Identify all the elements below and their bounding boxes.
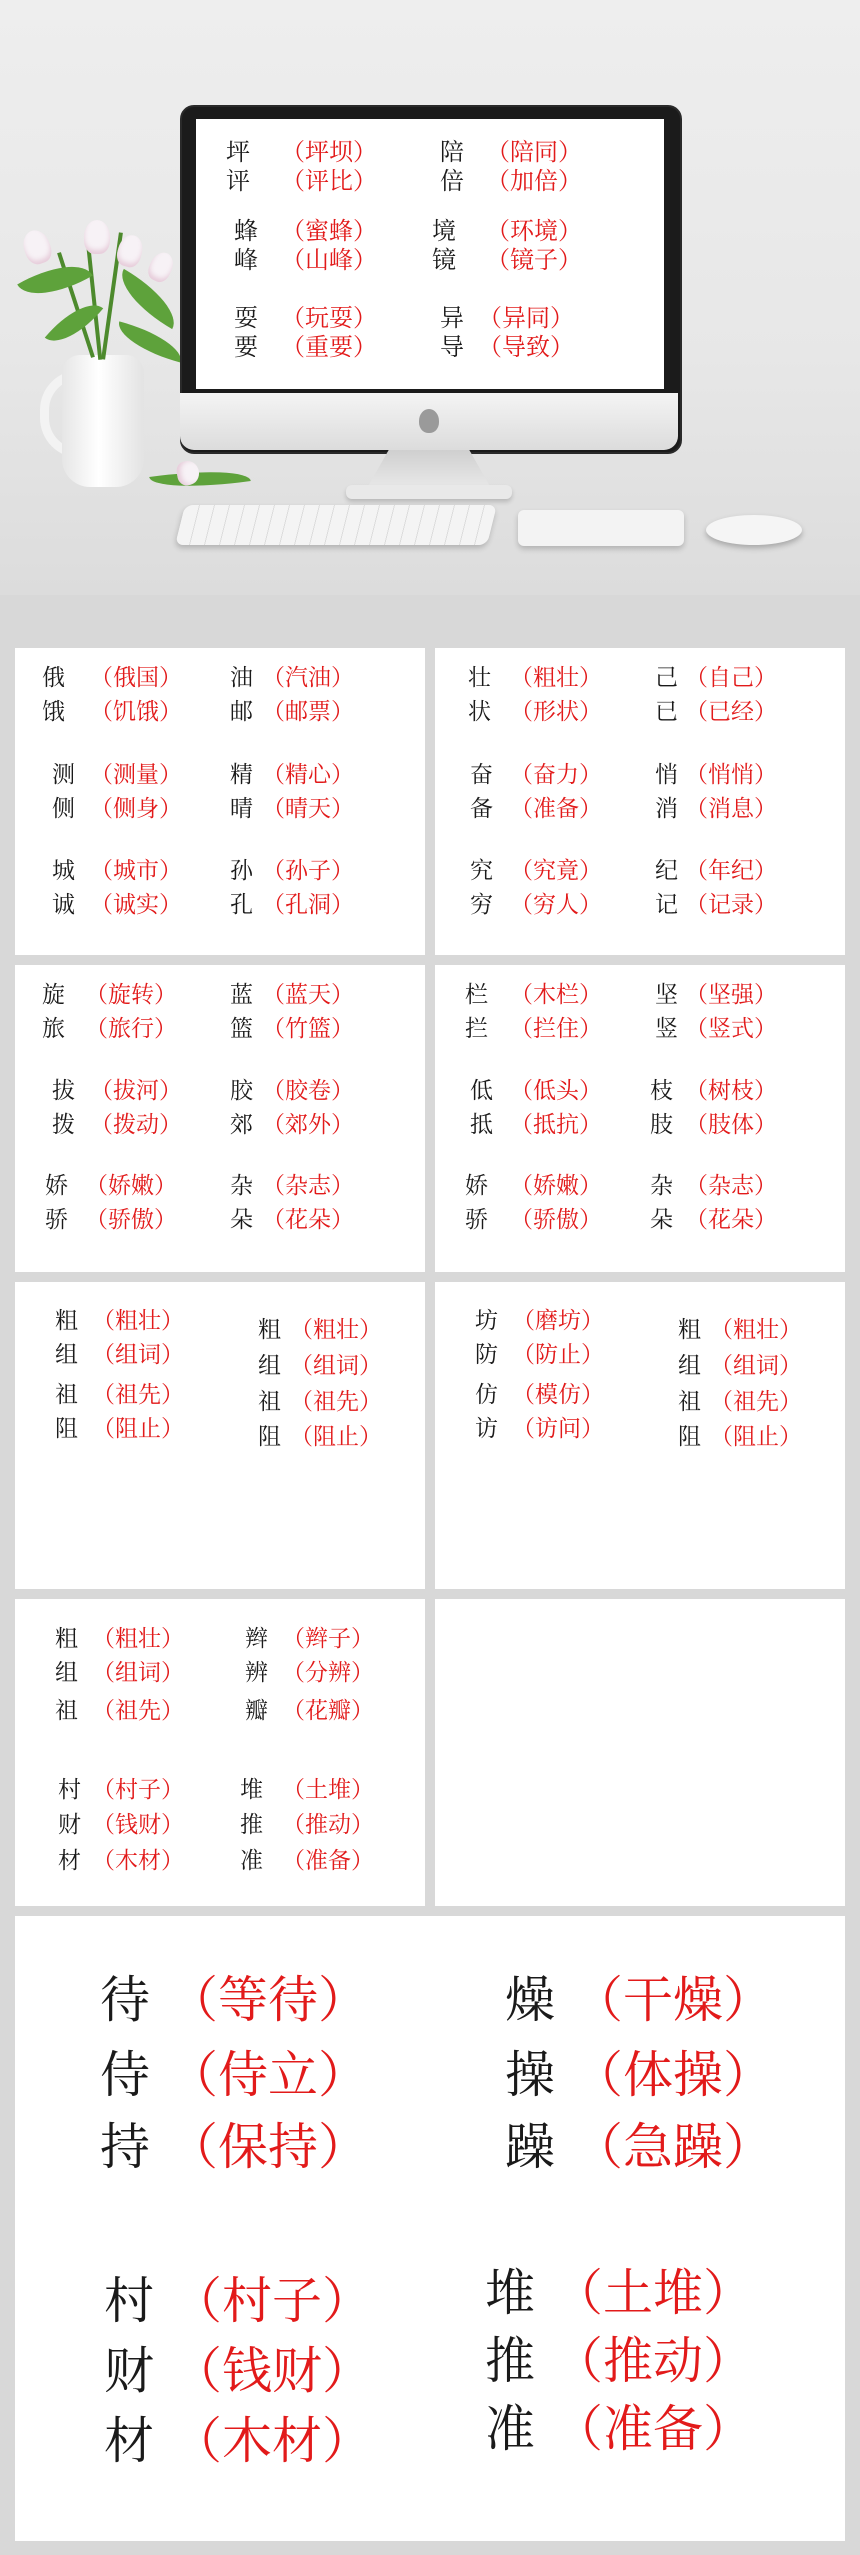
panel-3-word: （郊外） <box>262 1112 354 1138</box>
panel-7-word: （准备） <box>282 1848 374 1874</box>
screen-word: （镜子） <box>486 246 582 274</box>
screen-word: （评比） <box>281 167 377 195</box>
big-panel-char: 侍 <box>100 2046 150 2104</box>
leaf <box>110 269 186 329</box>
panel-2-char: 记 <box>655 892 678 918</box>
panel-4-word: （肢体） <box>685 1112 777 1138</box>
panel-3-word: （娇嫩） <box>85 1173 177 1199</box>
panel-7-word: （推动） <box>282 1812 374 1838</box>
panel-6-char: 访 <box>475 1416 498 1442</box>
panel-4 <box>435 965 845 1272</box>
panel-4-char: 杂 <box>650 1173 673 1199</box>
panel-3-char: 旅 <box>42 1016 65 1042</box>
panel-7-char: 堆 <box>240 1777 263 1803</box>
screen-char: 镜 <box>432 246 456 274</box>
panel-5-word: （阻止） <box>92 1416 184 1442</box>
big-panel-word: （土堆） <box>553 2264 753 2322</box>
panel-3-word: （胶卷） <box>262 1078 354 1104</box>
panel-3-word: （拨动） <box>90 1112 182 1138</box>
panel-6-char: 阻 <box>678 1424 701 1450</box>
screen-word: （山峰） <box>281 246 377 274</box>
tulip <box>19 227 55 268</box>
panel-4-char: 朵 <box>650 1207 673 1233</box>
panel-1-char: 邮 <box>230 699 253 725</box>
panel-5-word: （祖先） <box>92 1382 184 1408</box>
panel-2-word: （究竟） <box>510 858 602 884</box>
panel-7-char: 辨 <box>245 1660 268 1686</box>
big-panel-char: 材 <box>104 2412 154 2470</box>
panel-6-char: 粗 <box>678 1317 701 1343</box>
panel-3-char: 朵 <box>230 1207 253 1233</box>
panel-7-word: （祖先） <box>92 1698 184 1724</box>
tulip <box>145 249 178 285</box>
panel-4-word: （拦住） <box>510 1016 602 1042</box>
panel-1-char: 晴 <box>230 796 253 822</box>
panel-2-word: （准备） <box>510 796 602 822</box>
panel-6-word: （磨坊） <box>512 1308 604 1334</box>
screen-word: （异同） <box>478 304 574 332</box>
panel-1-char: 孔 <box>230 892 253 918</box>
big-panel-word: （等待） <box>168 1971 368 2029</box>
big-panel-word: （准备） <box>553 2400 753 2458</box>
panel-7-char: 财 <box>58 1812 81 1838</box>
panel-4-char: 拦 <box>465 1016 488 1042</box>
mouse <box>706 515 802 545</box>
screen-word: （导致） <box>478 333 574 361</box>
panel-1-char: 测 <box>52 762 75 788</box>
panel-4-word: （树枝） <box>685 1078 777 1104</box>
keyboard <box>175 505 497 545</box>
screen-char: 坪 <box>226 138 250 166</box>
screen-word: （陪同） <box>486 138 582 166</box>
apple-logo-icon <box>419 409 439 433</box>
panel-3-word: （竹篮） <box>262 1016 354 1042</box>
panel-4-char: 抵 <box>470 1112 493 1138</box>
panel-6-word: （阻止） <box>710 1424 802 1450</box>
panel-4-word: （花朵） <box>685 1207 777 1233</box>
panel-4-word: （木栏） <box>510 982 602 1008</box>
screen-char: 评 <box>226 167 250 195</box>
panel-7-char: 粗 <box>55 1626 78 1652</box>
panel-1-word: （饥饿） <box>90 699 182 725</box>
panel-empty <box>435 1599 845 1906</box>
screen-char: 陪 <box>440 138 464 166</box>
screen-char: 耍 <box>234 304 258 332</box>
panel-4-char: 坚 <box>655 982 678 1008</box>
screen-char: 峰 <box>234 246 258 274</box>
panel-2 <box>435 648 845 955</box>
panel-5-word: （粗壮） <box>290 1317 382 1343</box>
screen-word: （蜜蜂） <box>281 217 377 245</box>
panel-6-word: （祖先） <box>710 1389 802 1415</box>
panel-2-char: 穷 <box>470 892 493 918</box>
screen-word: （坪坝） <box>281 138 377 166</box>
panel-1-word: （汽油） <box>262 665 354 691</box>
panel-2-word: （已经） <box>685 699 777 725</box>
tulip <box>84 220 110 254</box>
panel-4-word: （抵抗） <box>510 1112 602 1138</box>
screen-char: 异 <box>440 304 464 332</box>
panel-3-word: （花朵） <box>262 1207 354 1233</box>
panel-3-word: （骄傲） <box>85 1207 177 1233</box>
panel-1-char: 精 <box>230 762 253 788</box>
panel-7-word: （钱财） <box>92 1812 184 1838</box>
panel-4-word: （低头） <box>510 1078 602 1104</box>
panel-4-char: 肢 <box>650 1112 673 1138</box>
panel-5-word: （祖先） <box>290 1389 382 1415</box>
panel-1-char: 诚 <box>52 892 75 918</box>
panel-7-char: 祖 <box>55 1698 78 1724</box>
panel-1-word: （诚实） <box>90 892 182 918</box>
panel-4-char: 娇 <box>465 1173 488 1199</box>
screen-char: 蜂 <box>234 217 258 245</box>
panel-2-char: 已 <box>655 699 678 725</box>
panel-7-word: （木材） <box>92 1848 184 1874</box>
panel-2-word: （穷人） <box>510 892 602 918</box>
panel-2-char: 究 <box>470 858 493 884</box>
panel-1-char: 城 <box>52 858 75 884</box>
panel-3-char: 蓝 <box>230 982 253 1008</box>
panel-2-char: 壮 <box>468 665 491 691</box>
panel-3-char: 拔 <box>52 1078 75 1104</box>
panel-3-word: （旋转） <box>85 982 177 1008</box>
panel-3-char: 杂 <box>230 1173 253 1199</box>
panel-1 <box>15 648 425 955</box>
panel-2-word: （悄悄） <box>685 762 777 788</box>
panel-2-word: （消息） <box>685 796 777 822</box>
panel-3-word: （拔河） <box>90 1078 182 1104</box>
panel-2-char: 己 <box>655 665 678 691</box>
panel-5-word: （阻止） <box>290 1424 382 1450</box>
panel-1-char: 孙 <box>230 858 253 884</box>
panel-3-char: 郊 <box>230 1112 253 1138</box>
big-panel-word: （钱财） <box>172 2342 372 2400</box>
big-panel-char: 推 <box>485 2332 535 2390</box>
panel-2-word: （奋力） <box>510 762 602 788</box>
panel-2-word: （形状） <box>510 699 602 725</box>
panel-4-char: 低 <box>470 1078 493 1104</box>
big-panel-word: （侍立） <box>168 2046 368 2104</box>
panel-6-word: （防止） <box>512 1342 604 1368</box>
panel-4-word: （坚强） <box>685 982 777 1008</box>
panel-2-word: （记录） <box>685 892 777 918</box>
monitor-stand <box>366 450 492 490</box>
monitor-foot <box>346 485 512 499</box>
panel-5-char: 祖 <box>258 1389 281 1415</box>
panel-1-word: （侧身） <box>90 796 182 822</box>
panel-2-word: （年纪） <box>685 858 777 884</box>
panel-1-char: 侧 <box>52 796 75 822</box>
big-panel-word: （推动） <box>553 2332 753 2390</box>
panel-7-char: 辫 <box>245 1626 268 1652</box>
panel-7-word: （土堆） <box>282 1777 374 1803</box>
panel-5-word: （粗壮） <box>92 1308 184 1334</box>
panel-7-char: 准 <box>240 1848 263 1874</box>
big-panel-word: （体操） <box>573 2046 773 2104</box>
panel-2-word: （粗壮） <box>510 665 602 691</box>
panel-4-char: 栏 <box>465 982 488 1008</box>
panel-5-char: 粗 <box>55 1308 78 1334</box>
panel-7-char: 组 <box>55 1660 78 1686</box>
screen-word: （玩耍） <box>281 304 377 332</box>
vase <box>62 355 144 487</box>
panel-4-word: （竖式） <box>685 1016 777 1042</box>
panel-6-char: 组 <box>678 1353 701 1379</box>
monitor-screen <box>196 119 664 389</box>
panel-4-char: 枝 <box>650 1078 673 1104</box>
panel-5-word: （组词） <box>92 1342 184 1368</box>
panel-3-char: 胶 <box>230 1078 253 1104</box>
panel-5-char: 粗 <box>258 1317 281 1343</box>
panel-5-char: 组 <box>258 1353 281 1379</box>
panel-6-char: 仿 <box>475 1382 498 1408</box>
panel-6-word: （粗壮） <box>710 1317 802 1343</box>
panel-2-char: 备 <box>470 796 493 822</box>
panel-3-char: 拨 <box>52 1112 75 1138</box>
panel-3-word: （旅行） <box>85 1016 177 1042</box>
panel-7-word: （分辨） <box>282 1660 374 1686</box>
screen-char: 导 <box>440 333 464 361</box>
big-panel-word: （急躁） <box>573 2118 773 2176</box>
leaf <box>149 463 251 495</box>
panel-6-char: 祖 <box>678 1389 701 1415</box>
panel-1-word: （孔洞） <box>262 892 354 918</box>
panel-2-char: 奋 <box>470 762 493 788</box>
screen-char: 倍 <box>440 167 464 195</box>
panel-3 <box>15 965 425 1272</box>
panel-2-char: 状 <box>468 699 491 725</box>
screen-char: 要 <box>234 333 258 361</box>
panel-4-word: （骄傲） <box>510 1207 602 1233</box>
big-panel-char: 堆 <box>485 2264 535 2322</box>
panel-1-char: 俄 <box>42 665 65 691</box>
big-panel-char: 准 <box>485 2400 535 2458</box>
panel-7-char: 推 <box>240 1812 263 1838</box>
panel-5-char: 阻 <box>258 1424 281 1450</box>
panel-5-word: （组词） <box>290 1353 382 1379</box>
panel-7-word: （粗壮） <box>92 1626 184 1652</box>
panel-3-char: 篮 <box>230 1016 253 1042</box>
panel-1-word: （俄国） <box>90 665 182 691</box>
big-panel-char: 躁 <box>505 2118 555 2176</box>
screen-char: 境 <box>432 217 456 245</box>
screen-word: （环境） <box>486 217 582 245</box>
panel-3-char: 旋 <box>42 982 65 1008</box>
panel-4-word: （杂志） <box>685 1173 777 1199</box>
big-panel-word: （保持） <box>168 2118 368 2176</box>
panel-3-char: 骄 <box>45 1207 68 1233</box>
panel-6-word: （组词） <box>710 1353 802 1379</box>
panel-1-word: （邮票） <box>262 699 354 725</box>
big-panel-char: 财 <box>104 2342 154 2400</box>
hero-photo <box>0 0 860 595</box>
big-panel-char: 持 <box>100 2118 150 2176</box>
panel-1-word: （测量） <box>90 762 182 788</box>
trackpad <box>518 510 684 546</box>
big-panel-char: 操 <box>505 2046 555 2104</box>
panel-6-char: 防 <box>475 1342 498 1368</box>
panel-7-char: 村 <box>58 1777 81 1803</box>
panel-7-word: （花瓣） <box>282 1698 374 1724</box>
panel-6-word: （模仿） <box>512 1382 604 1408</box>
panel-2-char: 消 <box>655 796 678 822</box>
panel-7-word: （组词） <box>92 1660 184 1686</box>
panel-4-char: 竖 <box>655 1016 678 1042</box>
panel-1-char: 饿 <box>42 699 65 725</box>
panel-1-word: （城市） <box>90 858 182 884</box>
panel-6-word: （访问） <box>512 1416 604 1442</box>
panel-2-char: 悄 <box>655 762 678 788</box>
screen-word: （加倍） <box>486 167 582 195</box>
panel-5-char: 祖 <box>55 1382 78 1408</box>
big-panel-word: （村子） <box>172 2272 372 2330</box>
panel-1-word: （精心） <box>262 762 354 788</box>
panel-7-char: 材 <box>58 1848 81 1874</box>
panel-4-word: （娇嫩） <box>510 1173 602 1199</box>
screen-word: （重要） <box>281 333 377 361</box>
panel-1-word: （晴天） <box>262 796 354 822</box>
panel-3-word: （杂志） <box>262 1173 354 1199</box>
panel-6-char: 坊 <box>475 1308 498 1334</box>
big-panel-char: 燥 <box>505 1971 555 2029</box>
panel-7-word: （辫子） <box>282 1626 374 1652</box>
big-panel-word: （干燥） <box>573 1971 773 2029</box>
big-panel-word: （木材） <box>172 2412 372 2470</box>
panel-2-char: 纪 <box>655 858 678 884</box>
big-panel-char: 村 <box>104 2272 154 2330</box>
panel-3-char: 娇 <box>45 1173 68 1199</box>
panel-7-char: 瓣 <box>245 1698 268 1724</box>
panel-4-char: 骄 <box>465 1207 488 1233</box>
panel-2-word: （自己） <box>685 665 777 691</box>
panel-1-word: （孙子） <box>262 858 354 884</box>
panel-3-word: （蓝天） <box>262 982 354 1008</box>
big-panel-char: 待 <box>100 1971 150 2029</box>
panel-7-word: （村子） <box>92 1777 184 1803</box>
panel-5-char: 阻 <box>55 1416 78 1442</box>
panel-1-char: 油 <box>230 665 253 691</box>
panel-5-char: 组 <box>55 1342 78 1368</box>
